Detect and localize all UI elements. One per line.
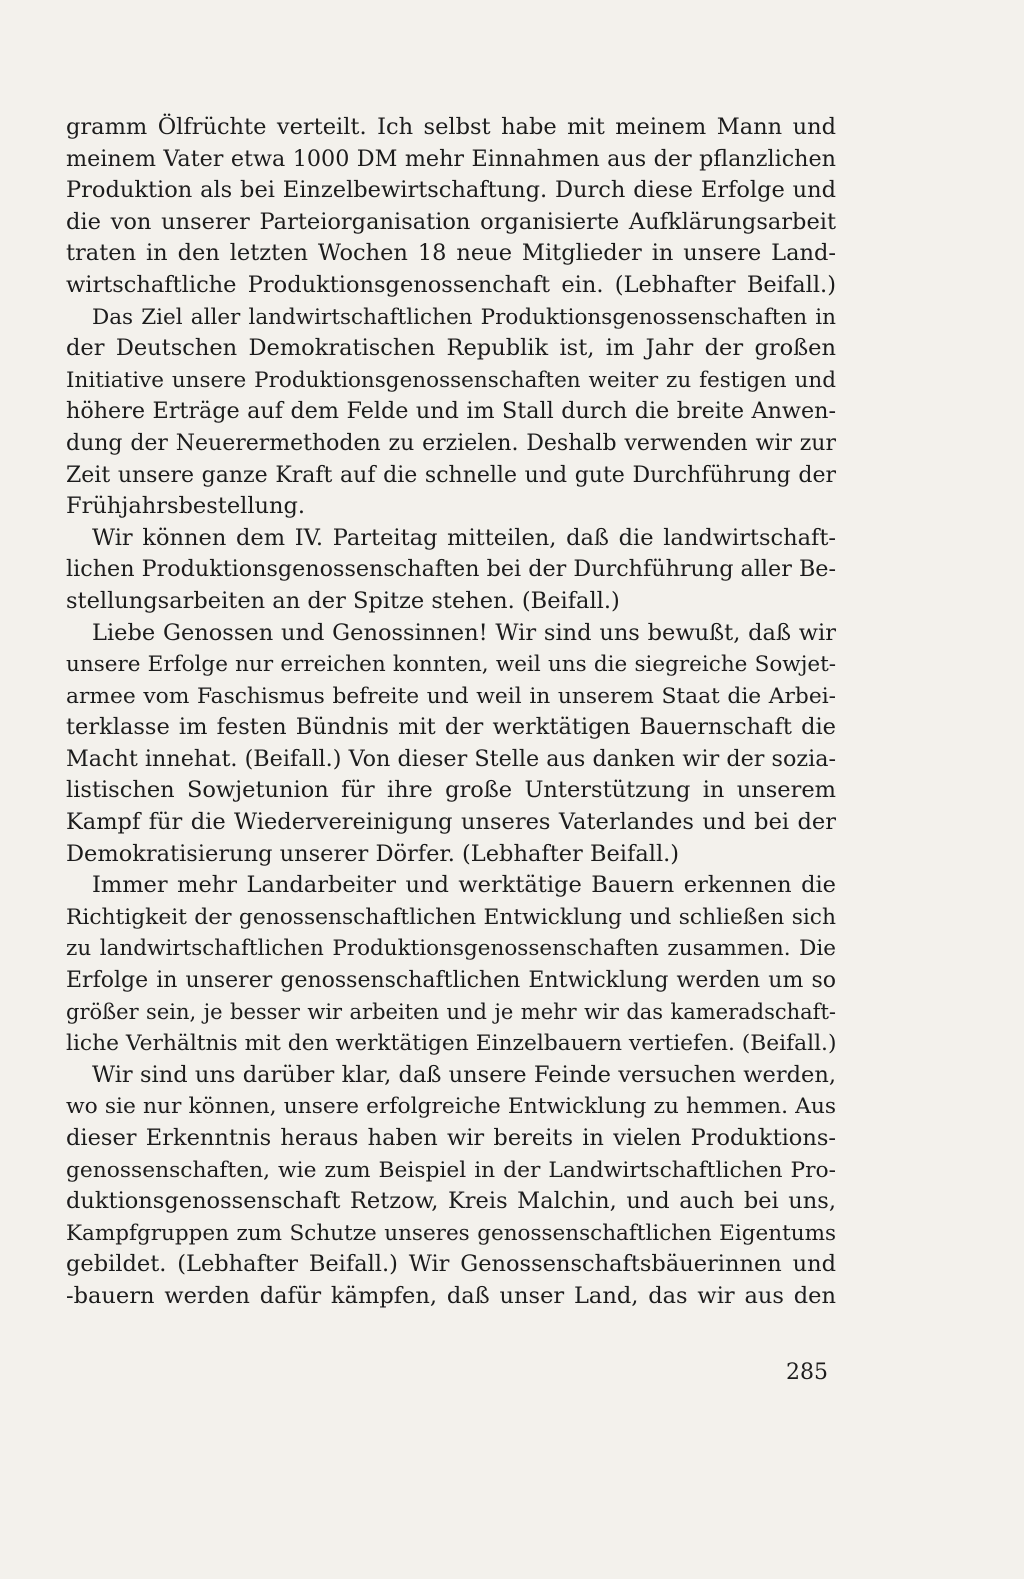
- text-line: die von unserer Parteiorganisation organisierte Aufklärungsarbeit: [66, 208, 836, 235]
- text-line: höhere Erträge auf dem Felde und im Stall durch die breite Anwen-: [66, 398, 836, 425]
- text-line: listischen Sowjetunion für ihre große Unterstützung in unserem: [66, 777, 836, 804]
- text-line: Immer mehr Landarbeiter und werktätige Bauern erkennen die: [92, 872, 836, 899]
- text-line: stellungsarbeiten an der Spitze stehen. (Beifall.): [66, 587, 620, 614]
- text-line: der Deutschen Demokratischen Republik ist, im Jahr der großen: [66, 335, 836, 362]
- text-line: Richtigkeit der genossenschaftlichen Entwicklung und schließen sich: [66, 904, 836, 930]
- text-line: Liebe Genossen und Genossinnen! Wir sind uns bewußt, daß wir: [92, 619, 836, 646]
- text-line: Wir können dem IV. Parteitag mitteilen, daß die landwirtschaft-: [92, 524, 836, 551]
- text-line: lichen Produktionsgenossenschaften bei der Durchführung aller Be-: [66, 556, 836, 583]
- text-line: zu landwirtschaftlichen Produktionsgenossenschaften zusammen. Die: [66, 936, 836, 962]
- text-line: genossenschaften, wie zum Beispiel in der Landwirtschaftlichen Pro-: [66, 1157, 836, 1183]
- text-line: armee vom Faschismus befreite und weil in unserem Staat die Arbei-: [66, 683, 836, 709]
- body-text: [66, 112, 836, 1313]
- text-line: dieser Erkenntnis heraus haben wir bereits in vielen Produktions-: [66, 1125, 836, 1151]
- text-line: meinem Vater etwa 1000 DM mehr Einnahmen aus der pflanzlichen: [66, 145, 836, 172]
- text-line: Erfolge in unserer genossenschaftlichen Entwicklung werden um so: [66, 968, 836, 994]
- text-line: -bauern werden dafür kämpfen, daß unser Land, das wir aus den: [66, 1282, 836, 1309]
- text-line: Macht innehat. (Beifall.) Von dieser Stelle aus danken wir der sozia-: [66, 745, 836, 772]
- text-line: liche Verhältnis mit den werktätigen Einzelbauern vertiefen. (Beifall.): [66, 1031, 836, 1057]
- text-line: gebildet. (Lebhafter Beifall.) Wir Genossenschaftsbäuerinnen und: [66, 1251, 836, 1278]
- text-line: Kampf für die Wiedervereinigung unseres Vaterlandes und bei der: [66, 809, 836, 836]
- text-line: gramm Ölfrüchte verteilt. Ich selbst habe mit meinem Mann und: [66, 114, 836, 140]
- text-line: Kampfgruppen zum Schutze unseres genossenschaftlichen Eigentums: [66, 1220, 836, 1246]
- text-line: unsere Erfolge nur erreichen konnten, weil uns die siegreiche Sowjet-: [66, 652, 836, 678]
- text-line: Zeit unsere ganze Kraft auf die schnelle und gute Durchführung der: [66, 462, 836, 488]
- text-line: Das Ziel aller landwirtschaftlichen Produktionsgenossenschaften in: [92, 304, 836, 330]
- text-line: wirtschaftliche Produktionsgenossenchaft ein. (Lebhafter Beifall.): [66, 271, 836, 298]
- text-line: Wir sind uns darüber klar, daß unsere Feinde versuchen werden,: [92, 1061, 836, 1088]
- text-line: Initiative unsere Produktionsgenossenschaften weiter zu festigen und: [66, 367, 836, 393]
- text-line: dung der Neuerermethoden zu erzielen. Deshalb verwenden wir zur: [66, 430, 836, 456]
- text-line: Frühjahrsbestellung.: [66, 493, 306, 520]
- text-line: terklasse im festen Bündnis mit der werktätigen Bauernschaft die: [66, 714, 836, 741]
- text-line: größer sein, je besser wir arbeiten und je mehr wir das kameradschaft-: [66, 999, 836, 1024]
- text-line: duktionsgenossenschaft Retzow, Kreis Malchin, und auch bei uns,: [66, 1188, 836, 1215]
- text-line: Produktion als bei Einzelbewirtschaftung. Durch diese Erfolge und: [66, 177, 836, 204]
- text-line: wo sie nur können, unsere erfolgreiche Entwicklung zu hemmen. Aus: [66, 1094, 836, 1120]
- text-line: Demokratisierung unserer Dörfer. (Lebhafter Beifall.): [66, 840, 680, 867]
- page-number: 285: [786, 1360, 828, 1385]
- text-line: traten in den letzten Wochen 18 neue Mitglieder in unsere Land-: [66, 240, 836, 267]
